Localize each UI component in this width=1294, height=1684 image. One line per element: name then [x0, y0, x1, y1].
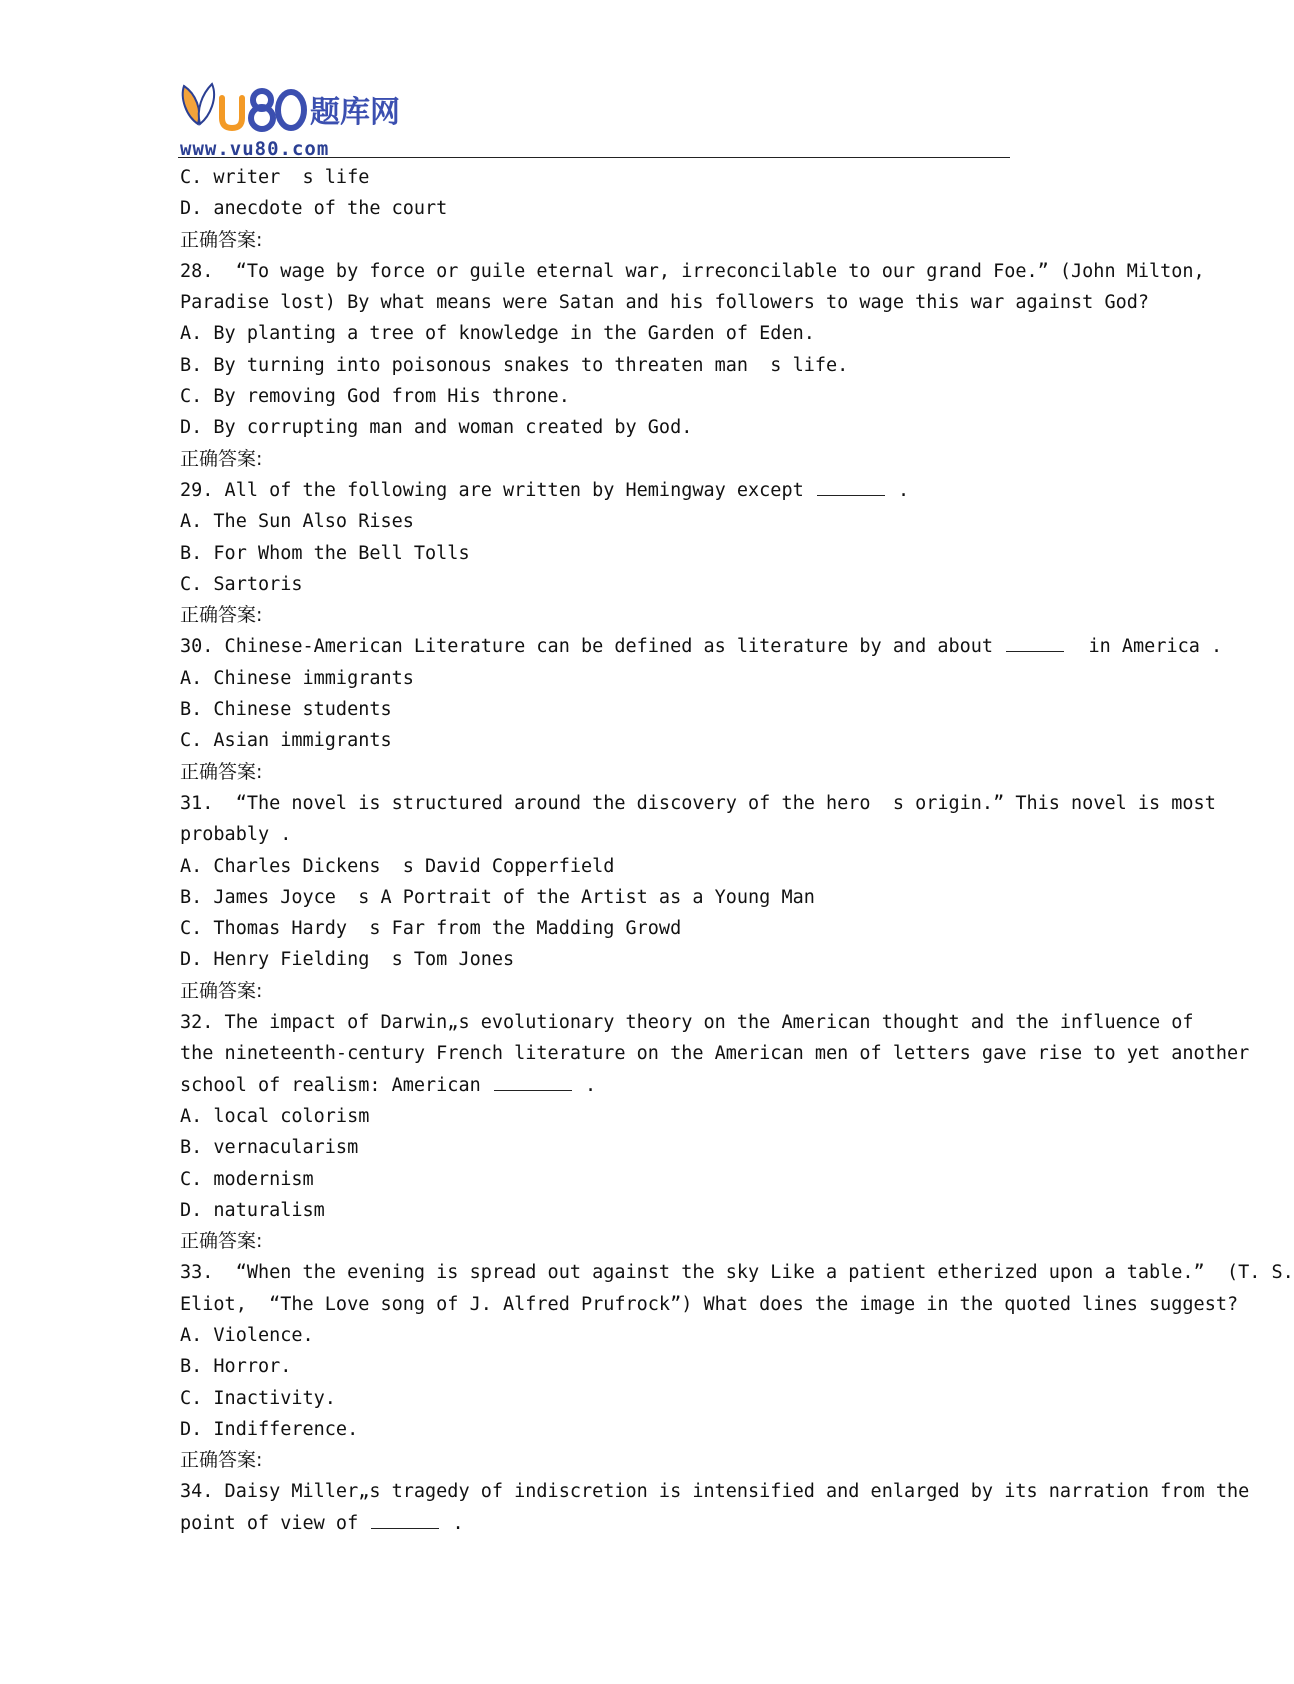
line-text-after-blank: in America .	[1066, 636, 1223, 658]
line-text: D. Indifference.	[180, 1418, 359, 1440]
text-line	[180, 1257, 1294, 1288]
logo-url: www.vu80.com	[180, 138, 330, 160]
text-line	[180, 1007, 1200, 1038]
text-line	[180, 318, 1200, 349]
text-line	[180, 162, 1200, 193]
answer-label	[180, 600, 1200, 631]
text-line	[180, 287, 1200, 318]
line-text: 正确答案:	[180, 447, 263, 470]
line-text: C. Asian immigrants	[180, 730, 392, 752]
line-text: A. Charles Dickens s David Copperfield	[180, 855, 615, 877]
text-line	[180, 1476, 1250, 1507]
text-line	[180, 1383, 1200, 1414]
text-line	[180, 381, 1200, 412]
line-text: A. The Sun Also Rises	[180, 511, 414, 533]
line-text: point of view of	[180, 1512, 370, 1534]
line-text: school of realism: American	[180, 1074, 492, 1096]
line-text: A. local colorism	[180, 1105, 370, 1127]
text-line	[180, 1414, 1200, 1445]
text-line	[180, 1195, 1200, 1226]
line-text-after-blank: .	[441, 1512, 464, 1534]
text-line	[180, 412, 1200, 443]
text-line	[180, 1132, 1200, 1163]
text-line	[180, 1320, 1200, 1351]
fill-in-blank	[371, 1514, 439, 1529]
text-line	[180, 256, 1205, 287]
line-text: B. Chinese students	[180, 699, 392, 721]
text-line	[180, 1070, 1200, 1101]
fill-in-blank	[1006, 637, 1064, 652]
text-line	[180, 193, 1200, 224]
text-line	[180, 944, 1200, 975]
text-line	[180, 569, 1200, 600]
text-line	[180, 1101, 1200, 1132]
line-text: 32. The impact of Darwin„s evolutionary theory on the American thought and the influence of	[180, 1012, 1194, 1034]
answer-label	[180, 1445, 1200, 1476]
text-line	[180, 788, 1216, 819]
line-text: 正确答案:	[180, 760, 263, 783]
text-line	[180, 694, 1200, 725]
text-line	[180, 725, 1200, 756]
document-body	[180, 162, 1294, 1539]
line-text: 30. Chinese-American Literature can be defined as literature by and about	[180, 636, 1005, 658]
line-text: D. Henry Fielding s Tom Jones	[180, 949, 515, 971]
line-text: B. By turning into poisonous snakes to threaten man s life.	[180, 354, 849, 376]
answer-label	[180, 976, 1200, 1007]
text-line	[180, 350, 1200, 381]
line-text: 正确答案:	[180, 979, 263, 1002]
line-text: A. Violence.	[180, 1324, 314, 1346]
text-line	[180, 1164, 1200, 1195]
line-text: 正确答案:	[180, 228, 263, 251]
fill-in-blank	[494, 1076, 572, 1091]
line-text: 28. “To wage by force or guile eternal war, irreconcilable to our grand Foe.” (John Milton,	[180, 260, 1205, 282]
line-text-after-blank: .	[573, 1074, 597, 1096]
text-line	[180, 819, 1200, 850]
line-text: C. writer s life	[180, 167, 370, 188]
line-text: B. For Whom the Bell Tolls	[180, 542, 470, 564]
fill-in-blank	[817, 481, 885, 496]
line-text: A. By planting a tree of knowledge in the Garden of Eden.	[180, 323, 815, 345]
line-text: 正确答案:	[180, 604, 263, 627]
line-text: 34. Daisy Miller„s tragedy of indiscretion is intensified and enlarged by its narration from the	[180, 1481, 1250, 1503]
logo-graphic	[178, 80, 423, 140]
line-text: 正确答案:	[180, 1230, 263, 1253]
line-text: C. Inactivity.	[180, 1387, 336, 1409]
line-text: the nineteenth-century French literature on the American men of letters gave rise to yet another	[180, 1043, 1250, 1065]
answer-label	[180, 1226, 1200, 1257]
text-line	[180, 631, 1223, 662]
text-line	[180, 1289, 1239, 1320]
text-line	[180, 475, 1200, 506]
line-text: 31. “The novel is structured around the discovery of the hero s origin.” This novel is most	[180, 792, 1216, 814]
line-text: B. James Joyce s A Portrait of the Artist as a Young Man	[180, 886, 815, 908]
text-line	[180, 506, 1200, 537]
svg-text:题库网: 题库网	[310, 95, 400, 130]
line-text: C. Thomas Hardy s Far from the Madding Growd	[180, 918, 682, 940]
line-text: C. modernism	[180, 1168, 314, 1190]
text-line	[180, 1038, 1250, 1069]
line-text: probably .	[180, 824, 292, 846]
line-text: C. By removing God from His throne.	[180, 386, 570, 408]
line-text: Eliot, “The Love song of J. Alfred Prufrock”) What does the image in the quoted lines suggest?	[180, 1293, 1239, 1315]
line-text: 33. “When the evening is spread out against the sky Like a patient etherized upon a table.” (T. S.	[180, 1262, 1294, 1284]
text-line	[180, 538, 1200, 569]
text-line	[180, 663, 1200, 694]
line-text: D. anecdote of the court	[180, 198, 448, 220]
line-text: A. Chinese immigrants	[180, 667, 414, 689]
text-line	[180, 851, 1200, 882]
line-text: 29. All of the following are written by Hemingway except	[180, 479, 815, 501]
line-text-after-blank: .	[886, 479, 910, 501]
line-text: B. Horror.	[180, 1356, 292, 1378]
header-rule	[178, 157, 1010, 158]
text-line	[180, 882, 1200, 913]
text-line	[180, 913, 1200, 944]
answer-label	[180, 444, 1200, 475]
line-text: B. vernacularism	[180, 1137, 359, 1159]
answer-label	[180, 225, 1200, 256]
line-text: Paradise lost) By what means were Satan and his followers to wage this war against God?	[180, 292, 1150, 314]
line-text: D. By corrupting man and woman created by God.	[180, 417, 693, 439]
line-text: C. Sartoris	[180, 573, 303, 595]
site-logo	[178, 80, 423, 158]
answer-label	[180, 757, 1200, 788]
line-text: D. naturalism	[180, 1199, 325, 1221]
line-text: 正确答案:	[180, 1449, 263, 1472]
text-line	[180, 1508, 1200, 1539]
text-line	[180, 1351, 1200, 1382]
